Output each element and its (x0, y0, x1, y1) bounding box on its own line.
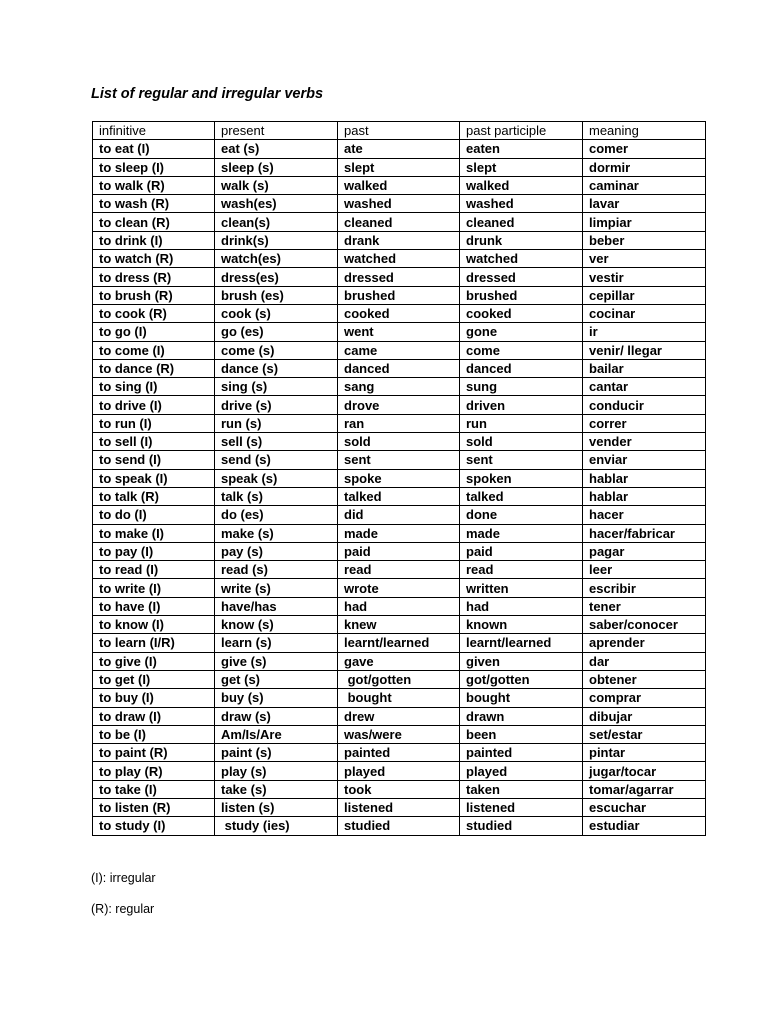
cell-past: sang (338, 378, 460, 396)
cell-meaning: jugar/tocar (583, 762, 706, 780)
cell-past: went (338, 323, 460, 341)
cell-past-participle: washed (460, 195, 583, 213)
cell-past-participle: got/gotten (460, 670, 583, 688)
cell-present: brush (es) (215, 286, 338, 304)
cell-past-participle: slept (460, 158, 583, 176)
cell-present: have/has (215, 597, 338, 615)
cell-present: know (s) (215, 616, 338, 634)
cell-infinitive: to read (I) (93, 561, 215, 579)
cell-meaning: set/estar (583, 725, 706, 743)
cell-meaning: tener (583, 597, 706, 615)
table-row (93, 396, 706, 414)
cell-past: did (338, 506, 460, 524)
legend-irregular: (I): irregular (91, 871, 156, 885)
cell-present: study (ies) (215, 817, 338, 835)
table-row (93, 652, 706, 670)
table-row (93, 213, 706, 231)
cell-infinitive: to speak (I) (93, 469, 215, 487)
cell-meaning: hablar (583, 487, 706, 505)
table-row (93, 268, 706, 286)
table-row (93, 670, 706, 688)
cell-present: watch(es) (215, 250, 338, 268)
cell-past-participle: paid (460, 542, 583, 560)
cell-meaning: ver (583, 250, 706, 268)
cell-present: clean(s) (215, 213, 338, 231)
cell-past: ate (338, 140, 460, 158)
cell-present: draw (s) (215, 707, 338, 725)
cell-meaning: vender (583, 433, 706, 451)
header-present: present (215, 122, 338, 140)
table-row (93, 542, 706, 560)
cell-past-participle: gone (460, 323, 583, 341)
cell-past: danced (338, 359, 460, 377)
cell-infinitive: to buy (I) (93, 689, 215, 707)
cell-past: paid (338, 542, 460, 560)
cell-meaning: pagar (583, 542, 706, 560)
cell-past-participle: played (460, 762, 583, 780)
cell-present: play (s) (215, 762, 338, 780)
cell-past: drew (338, 707, 460, 725)
cell-past: played (338, 762, 460, 780)
cell-past: sold (338, 433, 460, 451)
verbs-table (92, 121, 706, 836)
cell-past-participle: brushed (460, 286, 583, 304)
cell-past-participle: taken (460, 780, 583, 798)
cell-past: brushed (338, 286, 460, 304)
cell-infinitive: to listen (R) (93, 798, 215, 816)
table-row (93, 451, 706, 469)
cell-infinitive: to paint (R) (93, 744, 215, 762)
cell-past-participle: spoken (460, 469, 583, 487)
cell-present: eat (s) (215, 140, 338, 158)
cell-infinitive: to drink (I) (93, 231, 215, 249)
cell-meaning: dibujar (583, 707, 706, 725)
cell-meaning: tomar/agarrar (583, 780, 706, 798)
cell-infinitive: to sleep (I) (93, 158, 215, 176)
table-row (93, 323, 706, 341)
cell-infinitive: to brush (R) (93, 286, 215, 304)
cell-infinitive: to dance (R) (93, 359, 215, 377)
cell-past: cooked (338, 304, 460, 322)
cell-meaning: escuchar (583, 798, 706, 816)
table-row (93, 524, 706, 542)
cell-present: learn (s) (215, 634, 338, 652)
table-row (93, 378, 706, 396)
cell-meaning: conducir (583, 396, 706, 414)
cell-infinitive: to know (I) (93, 616, 215, 634)
table-row (93, 469, 706, 487)
cell-present: come (s) (215, 341, 338, 359)
table-row (93, 579, 706, 597)
table-row (93, 616, 706, 634)
cell-past-participle: dressed (460, 268, 583, 286)
cell-past: painted (338, 744, 460, 762)
table-row (93, 359, 706, 377)
cell-present: drive (s) (215, 396, 338, 414)
cell-present: sing (s) (215, 378, 338, 396)
table-row (93, 744, 706, 762)
cell-present: sleep (s) (215, 158, 338, 176)
table-row (93, 195, 706, 213)
cell-past: ran (338, 414, 460, 432)
cell-past: sent (338, 451, 460, 469)
cell-meaning: bailar (583, 359, 706, 377)
legend-regular: (R): regular (91, 902, 155, 916)
table-row (93, 798, 706, 816)
cell-infinitive: to take (I) (93, 780, 215, 798)
cell-meaning: caminar (583, 176, 706, 194)
cell-infinitive: to wash (R) (93, 195, 215, 213)
cell-past: read (338, 561, 460, 579)
cell-past-participle: sold (460, 433, 583, 451)
cell-infinitive: to draw (I) (93, 707, 215, 725)
cell-present: run (s) (215, 414, 338, 432)
cell-past: bought (338, 689, 460, 707)
table-row (93, 304, 706, 322)
table-row (93, 817, 706, 835)
cell-present: send (s) (215, 451, 338, 469)
header-past-participle: past participle (460, 122, 583, 140)
cell-past-participle: talked (460, 487, 583, 505)
cell-past-participle: eaten (460, 140, 583, 158)
cell-present: read (s) (215, 561, 338, 579)
cell-infinitive: to learn (I/R) (93, 634, 215, 652)
table-row (93, 433, 706, 451)
cell-past-participle: watched (460, 250, 583, 268)
table-row (93, 286, 706, 304)
cell-infinitive: to play (R) (93, 762, 215, 780)
cell-past: listened (338, 798, 460, 816)
cell-present: wash(es) (215, 195, 338, 213)
table-row (93, 780, 706, 798)
cell-present: talk (s) (215, 487, 338, 505)
cell-past: made (338, 524, 460, 542)
cell-past: took (338, 780, 460, 798)
cell-meaning: ir (583, 323, 706, 341)
cell-meaning: correr (583, 414, 706, 432)
table-row (93, 762, 706, 780)
cell-present: drink(s) (215, 231, 338, 249)
cell-infinitive: to come (I) (93, 341, 215, 359)
cell-meaning: leer (583, 561, 706, 579)
cell-meaning: hablar (583, 469, 706, 487)
cell-past-participle: bought (460, 689, 583, 707)
table-row (93, 725, 706, 743)
cell-meaning: cocinar (583, 304, 706, 322)
cell-past: knew (338, 616, 460, 634)
cell-past: came (338, 341, 460, 359)
cell-past: wrote (338, 579, 460, 597)
cell-past-participle: made (460, 524, 583, 542)
cell-meaning: beber (583, 231, 706, 249)
cell-meaning: obtener (583, 670, 706, 688)
cell-past-participle: drawn (460, 707, 583, 725)
cell-past-participle: studied (460, 817, 583, 835)
cell-meaning: hacer/fabricar (583, 524, 706, 542)
cell-infinitive: to run (I) (93, 414, 215, 432)
cell-meaning: dar (583, 652, 706, 670)
cell-present: sell (s) (215, 433, 338, 451)
table-row (93, 140, 706, 158)
cell-present: go (es) (215, 323, 338, 341)
cell-past: walked (338, 176, 460, 194)
cell-present: dance (s) (215, 359, 338, 377)
cell-infinitive: to watch (R) (93, 250, 215, 268)
table-row (93, 707, 706, 725)
cell-past-participle: danced (460, 359, 583, 377)
table-body (93, 140, 706, 835)
cell-meaning: pintar (583, 744, 706, 762)
cell-past-participle: written (460, 579, 583, 597)
cell-present: walk (s) (215, 176, 338, 194)
cell-infinitive: to do (I) (93, 506, 215, 524)
cell-meaning: comprar (583, 689, 706, 707)
cell-past-participle: painted (460, 744, 583, 762)
cell-meaning: saber/conocer (583, 616, 706, 634)
header-past: past (338, 122, 460, 140)
cell-past-participle: driven (460, 396, 583, 414)
cell-infinitive: to give (I) (93, 652, 215, 670)
cell-past: gave (338, 652, 460, 670)
cell-past-participle: given (460, 652, 583, 670)
table-row (93, 250, 706, 268)
cell-present: get (s) (215, 670, 338, 688)
table-row (93, 597, 706, 615)
table-row (93, 634, 706, 652)
cell-infinitive: to be (I) (93, 725, 215, 743)
cell-infinitive: to make (I) (93, 524, 215, 542)
cell-present: paint (s) (215, 744, 338, 762)
cell-past-participle: been (460, 725, 583, 743)
table-row (93, 414, 706, 432)
cell-past-participle: sung (460, 378, 583, 396)
cell-meaning: cantar (583, 378, 706, 396)
cell-meaning: aprender (583, 634, 706, 652)
cell-infinitive: to eat (I) (93, 140, 215, 158)
cell-past: learnt/learned (338, 634, 460, 652)
cell-past-participle: listened (460, 798, 583, 816)
cell-meaning: vestir (583, 268, 706, 286)
cell-present: take (s) (215, 780, 338, 798)
table-row (93, 506, 706, 524)
table-row (93, 561, 706, 579)
cell-past-participle: come (460, 341, 583, 359)
cell-past-participle: read (460, 561, 583, 579)
cell-past-participle: had (460, 597, 583, 615)
cell-meaning: cepillar (583, 286, 706, 304)
cell-past-participle: done (460, 506, 583, 524)
table-row (93, 158, 706, 176)
table-row (93, 487, 706, 505)
cell-past: washed (338, 195, 460, 213)
table-row (93, 231, 706, 249)
cell-infinitive: to talk (R) (93, 487, 215, 505)
cell-past-participle: cleaned (460, 213, 583, 231)
cell-present: pay (s) (215, 542, 338, 560)
table-row (93, 176, 706, 194)
table-row (93, 689, 706, 707)
cell-present: speak (s) (215, 469, 338, 487)
cell-past: studied (338, 817, 460, 835)
cell-past: cleaned (338, 213, 460, 231)
document-title: List of regular and irregular verbs (91, 86, 324, 102)
cell-past-participle: run (460, 414, 583, 432)
cell-present: listen (s) (215, 798, 338, 816)
cell-past: spoke (338, 469, 460, 487)
cell-infinitive: to study (I) (93, 817, 215, 835)
table-header-row (93, 122, 706, 140)
cell-present: buy (s) (215, 689, 338, 707)
cell-meaning: enviar (583, 451, 706, 469)
header-meaning: meaning (583, 122, 706, 140)
cell-past-participle: drunk (460, 231, 583, 249)
cell-meaning: lavar (583, 195, 706, 213)
cell-present: write (s) (215, 579, 338, 597)
cell-infinitive: to get (I) (93, 670, 215, 688)
cell-meaning: estudiar (583, 817, 706, 835)
cell-past-participle: cooked (460, 304, 583, 322)
cell-infinitive: to sing (I) (93, 378, 215, 396)
cell-infinitive: to cook (R) (93, 304, 215, 322)
cell-past: watched (338, 250, 460, 268)
cell-meaning: hacer (583, 506, 706, 524)
cell-past: dressed (338, 268, 460, 286)
cell-meaning: venir/ llegar (583, 341, 706, 359)
cell-infinitive: to have (I) (93, 597, 215, 615)
cell-infinitive: to dress (R) (93, 268, 215, 286)
cell-present: make (s) (215, 524, 338, 542)
cell-past: drove (338, 396, 460, 414)
cell-infinitive: to pay (I) (93, 542, 215, 560)
cell-infinitive: to go (I) (93, 323, 215, 341)
cell-meaning: limpiar (583, 213, 706, 231)
cell-present: give (s) (215, 652, 338, 670)
cell-infinitive: to sell (I) (93, 433, 215, 451)
table-row (93, 341, 706, 359)
cell-infinitive: to drive (I) (93, 396, 215, 414)
cell-meaning: comer (583, 140, 706, 158)
header-infinitive: infinitive (93, 122, 215, 140)
cell-past: was/were (338, 725, 460, 743)
cell-past-participle: sent (460, 451, 583, 469)
cell-present: dress(es) (215, 268, 338, 286)
cell-past: talked (338, 487, 460, 505)
cell-past-participle: known (460, 616, 583, 634)
cell-infinitive: to clean (R) (93, 213, 215, 231)
cell-present: do (es) (215, 506, 338, 524)
cell-past: had (338, 597, 460, 615)
cell-meaning: escribir (583, 579, 706, 597)
cell-past-participle: walked (460, 176, 583, 194)
cell-past: slept (338, 158, 460, 176)
cell-past-participle: learnt/learned (460, 634, 583, 652)
cell-past: drank (338, 231, 460, 249)
cell-infinitive: to send (I) (93, 451, 215, 469)
cell-infinitive: to walk (R) (93, 176, 215, 194)
cell-present: Am/Is/Are (215, 725, 338, 743)
cell-past: got/gotten (338, 670, 460, 688)
cell-meaning: dormir (583, 158, 706, 176)
cell-present: cook (s) (215, 304, 338, 322)
cell-infinitive: to write (I) (93, 579, 215, 597)
